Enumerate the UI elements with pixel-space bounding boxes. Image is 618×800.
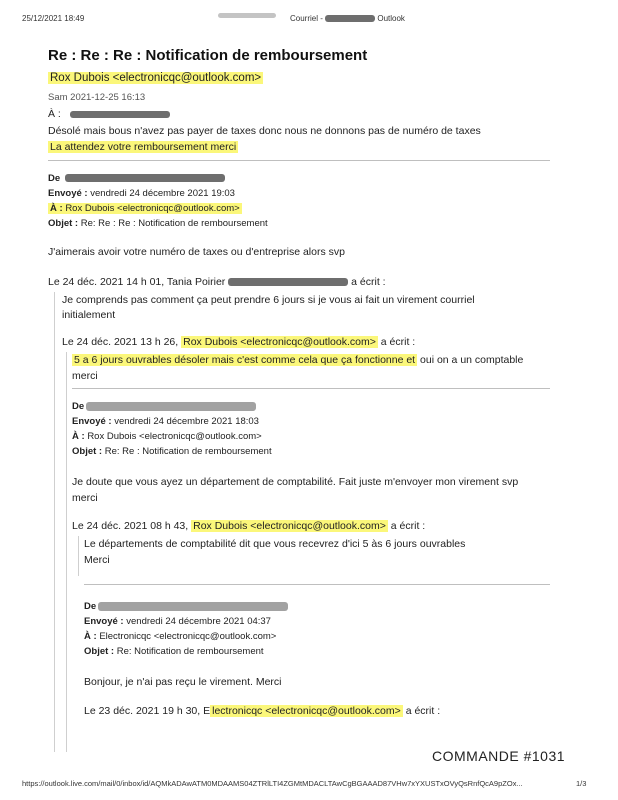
quote2-intro-prefix: Le 24 déc. 2021 13 h 26, (62, 336, 179, 348)
redaction-mark (70, 111, 170, 118)
quote1-intro (48, 276, 386, 288)
quote2-intro (62, 336, 415, 348)
quote3-intro-name[interactable]: Rox Dubois <electronicqc@outlook.com> (193, 520, 386, 532)
print-title-prefix: Courriel - (290, 14, 326, 23)
msg2-from-label: De (48, 173, 61, 184)
msg3-to-value[interactable]: Rox Dubois <electronicqc@outlook.com> (87, 431, 262, 442)
print-title (290, 14, 405, 23)
quote3-intro (72, 520, 425, 532)
quote1-intro-suffix: a écrit : (351, 276, 386, 288)
msg4-subject-label: Objet : (84, 646, 115, 657)
quote2-body-rest: oui on a un comptable (420, 354, 524, 366)
quote-bar (66, 352, 67, 752)
msg2-sent-label: Envoyé : (48, 188, 88, 199)
quote-bar (78, 536, 79, 576)
divider (84, 584, 550, 585)
msg2-body: J'aimerais avoir votre numéro de taxes ou d'entreprise alors svp (48, 246, 345, 258)
print-date: 25/12/2021 18:49 (22, 14, 85, 23)
msg3-from-label: De (72, 401, 85, 412)
quote1-intro-prefix: Le 24 déc. 2021 14 h 01, (48, 276, 165, 288)
msg4-sent-value: vendredi 24 décembre 2021 04:37 (126, 616, 271, 627)
redaction-mark (325, 15, 375, 22)
msg3-subject-label: Objet : (72, 446, 103, 457)
msg2-sent-value: vendredi 24 décembre 2021 19:03 (90, 188, 235, 199)
quote-bar (54, 292, 55, 752)
email-subject: Re : Re : Re : Notification de remboursement (48, 47, 368, 64)
quote4-intro-name[interactable]: lectronicqc <electronicqc@outlook.com> (212, 705, 401, 717)
divider (72, 388, 550, 389)
redaction-mark (65, 174, 225, 182)
redaction-mark (218, 13, 276, 18)
msg3-sent-value: vendredi 24 décembre 2021 18:03 (114, 416, 259, 427)
quote1-body-line1: Je comprends pas comment ça peut prendre 6 jours si je vous ai fait un virement courriel (62, 294, 475, 306)
msg4-body: Bonjour, je n'ai pas reçu le virement. Merci (84, 676, 282, 688)
msg3-subject-value: Re: Re : Notification de remboursement (104, 446, 272, 457)
msg1-from[interactable] (48, 72, 263, 84)
msg1-date: Sam 2021-12-25 16:13 (48, 92, 146, 103)
quote2-body-line2: merci (72, 370, 98, 382)
msg1-from-text: Rox Dubois <electronicqc@outlook.com> (50, 72, 262, 84)
quote3-body-line2: Merci (84, 554, 110, 566)
msg1-body-line2-text: La attendez votre remboursement merci (50, 141, 237, 153)
msg4-to-value[interactable]: Electronicqc <electronicqc@outlook.com> (99, 631, 277, 642)
msg4-subject-value: Re: Notification de remboursement (116, 646, 264, 657)
redaction-mark (228, 278, 348, 286)
quote1-body-line2: initialement (62, 309, 116, 321)
msg1-to-label: À : (48, 108, 61, 120)
quote2-body-line1 (72, 354, 523, 366)
msg3-body-line1: Je doute que vous ayez un département de comptabilité. Fait juste m'envoyer mon virement svp (72, 476, 519, 488)
msg4-from (84, 601, 288, 612)
quote1-intro-name: Tania Poirier (166, 276, 226, 288)
msg4-sent (84, 616, 271, 627)
msg4-sent-label: Envoyé : (84, 616, 124, 627)
print-title-suffix: Outlook (375, 14, 405, 23)
msg4-from-label: De (84, 601, 97, 612)
msg3-body-line2: merci (72, 492, 98, 504)
msg4-subject (84, 646, 264, 657)
page-number: 1/3 (576, 779, 587, 788)
msg2-subject-label: Objet : (48, 218, 79, 229)
divider (48, 160, 550, 161)
msg3-subject (72, 446, 272, 457)
quote3-intro-suffix: a écrit : (390, 520, 426, 532)
msg2-subject-value: Re: Re : Re : Notification de remboursement (80, 218, 268, 229)
msg3-sent (72, 416, 259, 427)
quote3-intro-prefix: Le 24 déc. 2021 08 h 43, (72, 520, 189, 532)
print-footer-url: https://outlook.live.com/mail/0/inbox/id/AQMkADAwATM0MDAAMS04ZTRlLTI4ZGMtMDACLTAwCgBGAAAD87VHw7xYXUSTxOVyQsRnfQcA9pZOx... (22, 779, 523, 788)
msg1-body-line1: Désolé mais bous n'avez pas payer de taxes donc nous ne donnons pas de numéro de taxes (48, 125, 481, 137)
msg1-to (48, 108, 170, 120)
msg2-from (48, 173, 225, 184)
msg2-sent (48, 188, 235, 199)
msg2-subject (48, 218, 268, 229)
quote4-intro (84, 705, 440, 717)
quote4-intro-prefix: Le 23 déc. 2021 19 h 30, E (84, 705, 211, 717)
quote3-body-line1: Le départements de comptabilité dit que vous recevrez d'ici 5 às 6 jours ouvrables (84, 538, 466, 550)
msg3-to (72, 431, 262, 442)
redaction-mark (86, 402, 256, 411)
msg4-to (84, 631, 276, 642)
redaction-mark (98, 602, 288, 611)
quote2-body-hl: 5 a 6 jours ouvrables désoler mais c'est comme cela que ça fonctionne et (74, 354, 416, 366)
msg2-to-value[interactable]: Rox Dubois <electronicqc@outlook.com> (65, 203, 240, 214)
quote4-intro-suffix: a écrit : (405, 705, 441, 717)
quote2-intro-suffix: a écrit : (380, 336, 416, 348)
quote2-intro-name[interactable]: Rox Dubois <electronicqc@outlook.com> (183, 336, 376, 348)
msg3-sent-label: Envoyé : (72, 416, 112, 427)
order-annotation: COMMANDE #1031 (432, 748, 566, 764)
msg2-to-label: À : (50, 203, 63, 214)
msg3-to-label: À : (72, 431, 85, 442)
msg1-body-line2 (48, 141, 238, 153)
msg2-to (48, 203, 242, 214)
msg3-from (72, 401, 256, 412)
msg4-to-label: À : (84, 631, 97, 642)
